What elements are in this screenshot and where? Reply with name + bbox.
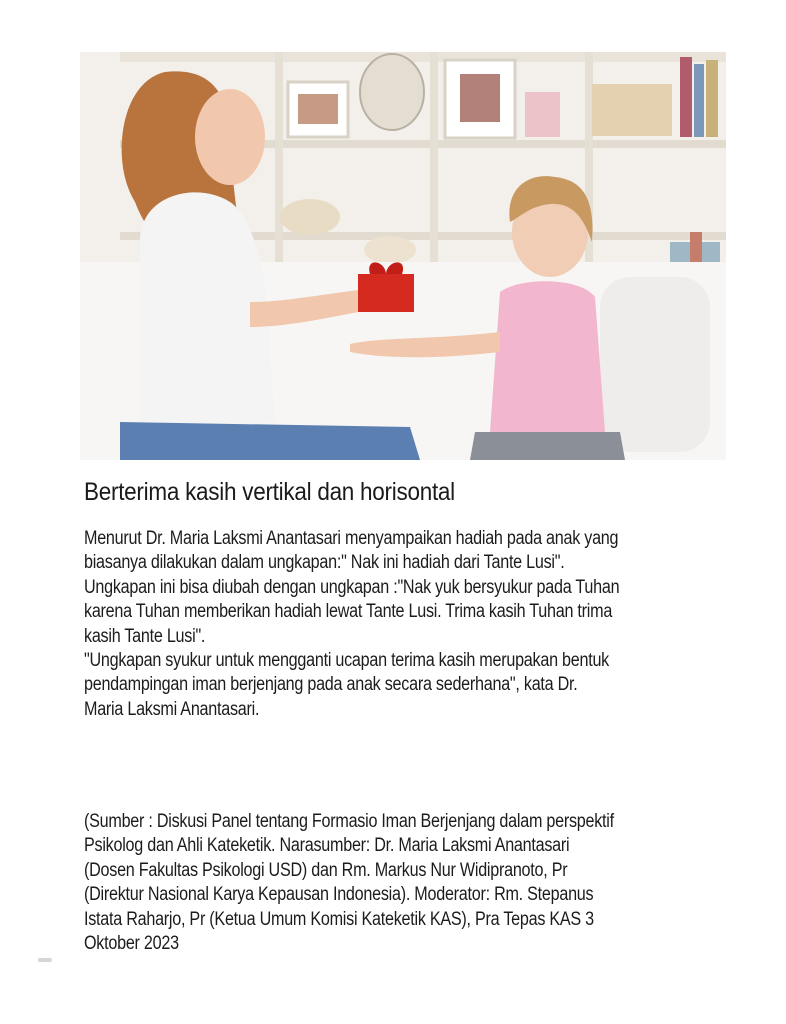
paragraph-line: kasih Tante Lusi". [84,625,206,647]
source-line: (Sumber : Diskusi Panel tentang Formasio Iman Berjenjang dalam perspektif [84,811,614,832]
article-paragraph [84,527,671,722]
paragraph-line: "Ungkapan syukur untuk mengganti ucapan terima kasih merupakan bentuk [84,650,610,672]
article-photo [80,52,726,460]
page-marker [38,958,52,962]
source-line: (Direktur Nasional Karya Kepausan Indonesia). Moderator: Rm. Stepanus [84,884,594,906]
paragraph-line: Maria Laksmi Anantasari. [84,698,260,720]
photo-illustration [80,52,726,460]
source-line: Istata Raharjo, Pr (Ketua Umum Komisi Kateketik KAS), Pra Tepas KAS 3 [84,908,594,930]
paragraph-line: karena Tuhan memberikan hadiah lewat Tante Lusi. Trima kasih Tuhan trima [84,601,613,623]
paragraph-line: pendampingan iman berjenjang pada anak secara sederhana", kata Dr. [84,674,578,696]
paragraph-line: Menurut Dr. Maria Laksmi Anantasari menyampaikan hadiah pada anak yang [84,528,619,549]
source-line: Oktober 2023 [84,933,179,955]
paragraph-line: Ungkapan ini bisa diubah dengan ungkapan :"Nak yuk bersyukur pada Tuhan [84,576,620,598]
article-title: Berterima kasih vertikal dan horisontal [84,478,455,506]
source-line: (Dosen Fakultas Psikologi USD) dan Rm. Markus Nur Widipranoto, Pr [84,859,568,881]
paragraph-line: biasanya dilakukan dalam ungkapan:" Nak ini hadiah dari Tante Lusi". [84,552,565,574]
source-line: Psikolog dan Ahli Kateketik. Narasumber: Dr. Maria Laksmi Anantasari [84,835,570,857]
source-citation [84,810,696,956]
